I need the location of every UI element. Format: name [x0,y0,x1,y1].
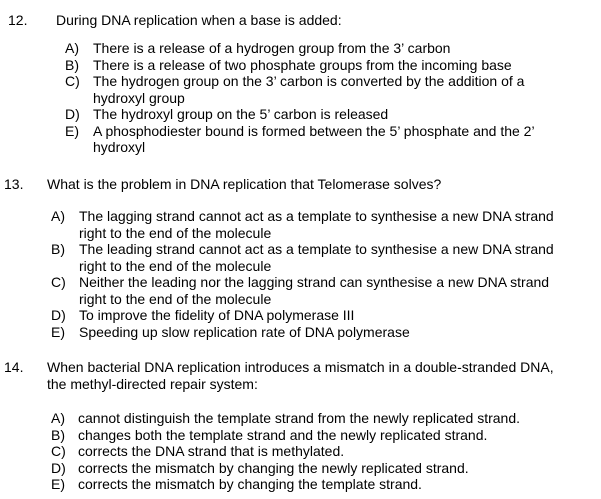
option-text: Speeding up slow replication rate of DNA polymerase [79,323,410,340]
question-number: 14. [4,359,24,375]
option-letter: C) [51,274,66,290]
option-text-line: right to the end of the molecule [79,224,272,241]
option-text-line: hydroxyl [93,139,146,155]
option-text: corrects the mismatch by changing the newly replicated strand. [78,459,469,476]
option-letter: C) [51,443,66,459]
option-letter: C) [65,73,80,89]
option-c [65,73,535,106]
option-letter: D) [51,459,66,476]
option-letter: B) [51,426,65,443]
option-text: changes both the template strand and the newly replicated strand. [78,426,488,443]
option-c [51,443,520,460]
option-e [65,123,535,156]
option-text: cannot distinguish the template strand from the newly replicated strand. [78,410,521,426]
option-c [51,274,554,307]
question-text: What is the problem in DNA replication that Telomerase solves? [47,176,442,192]
option-text: To improve the fidelity of DNA polymerase III [79,307,355,323]
option-text-line: The leading strand cannot act as a template to synthesise a new DNA strand [79,241,554,257]
option-b [51,427,520,444]
option-letter: D) [51,307,66,323]
option-text-line: right to the end of the molecule [79,290,272,307]
option-letter: E) [51,476,65,492]
option-text: There is a release of two phosphate groups from the incoming base [93,56,512,73]
option-d [65,106,535,123]
option-text: corrects the mismatch by changing the template strand. [78,476,422,492]
option-letter: B) [51,241,65,257]
option-text-line: Neither the leading nor the lagging strand can synthesise a new DNA strand [79,274,550,290]
question-text [47,359,554,393]
option-letter: A) [65,40,79,56]
option-letter: E) [51,323,65,340]
option-e [51,476,520,493]
question-text-line: the methyl-directed repair system: [47,376,258,392]
option-b [65,57,535,74]
option-letter: E) [65,122,79,139]
option-text-line: The lagging strand cannot act as a template to synthesise a new DNA strand [79,208,554,224]
option-text-line: A phosphodiester bound is formed between the 5’ phosphate and the 2’ [93,122,535,139]
option-letter: A) [51,410,65,426]
option-text: The hydroxyl group on the 5’ carbon is released [93,106,389,122]
question-number: 12. [8,12,28,28]
option-b [51,241,554,274]
option-a [51,410,520,427]
option-letter: D) [65,106,80,122]
option-letter: A) [51,208,65,224]
option-text: There is a release of a hydrogen group from the 3’ carbon [93,40,451,56]
question-text: During DNA replication when a base is added: [56,12,342,28]
option-d [51,460,520,477]
answer-options [51,410,520,493]
option-d [51,307,554,324]
option-text-line: hydroxyl group [93,89,185,106]
option-e [51,324,554,341]
option-a [51,208,554,241]
option-letter: B) [65,56,79,73]
option-text: corrects the DNA strand that is methylated. [78,443,345,459]
option-a [65,40,535,57]
answer-options [65,40,535,156]
option-text-line: The hydrogen group on the 3’ carbon is converted by the addition of a [93,73,525,89]
option-text-line: right to the end of the molecule [79,257,272,274]
question-number: 13. [4,176,24,192]
question-text-line: When bacterial DNA replication introduces a mismatch in a double-stranded DNA, [47,359,554,375]
answer-options [51,208,554,340]
